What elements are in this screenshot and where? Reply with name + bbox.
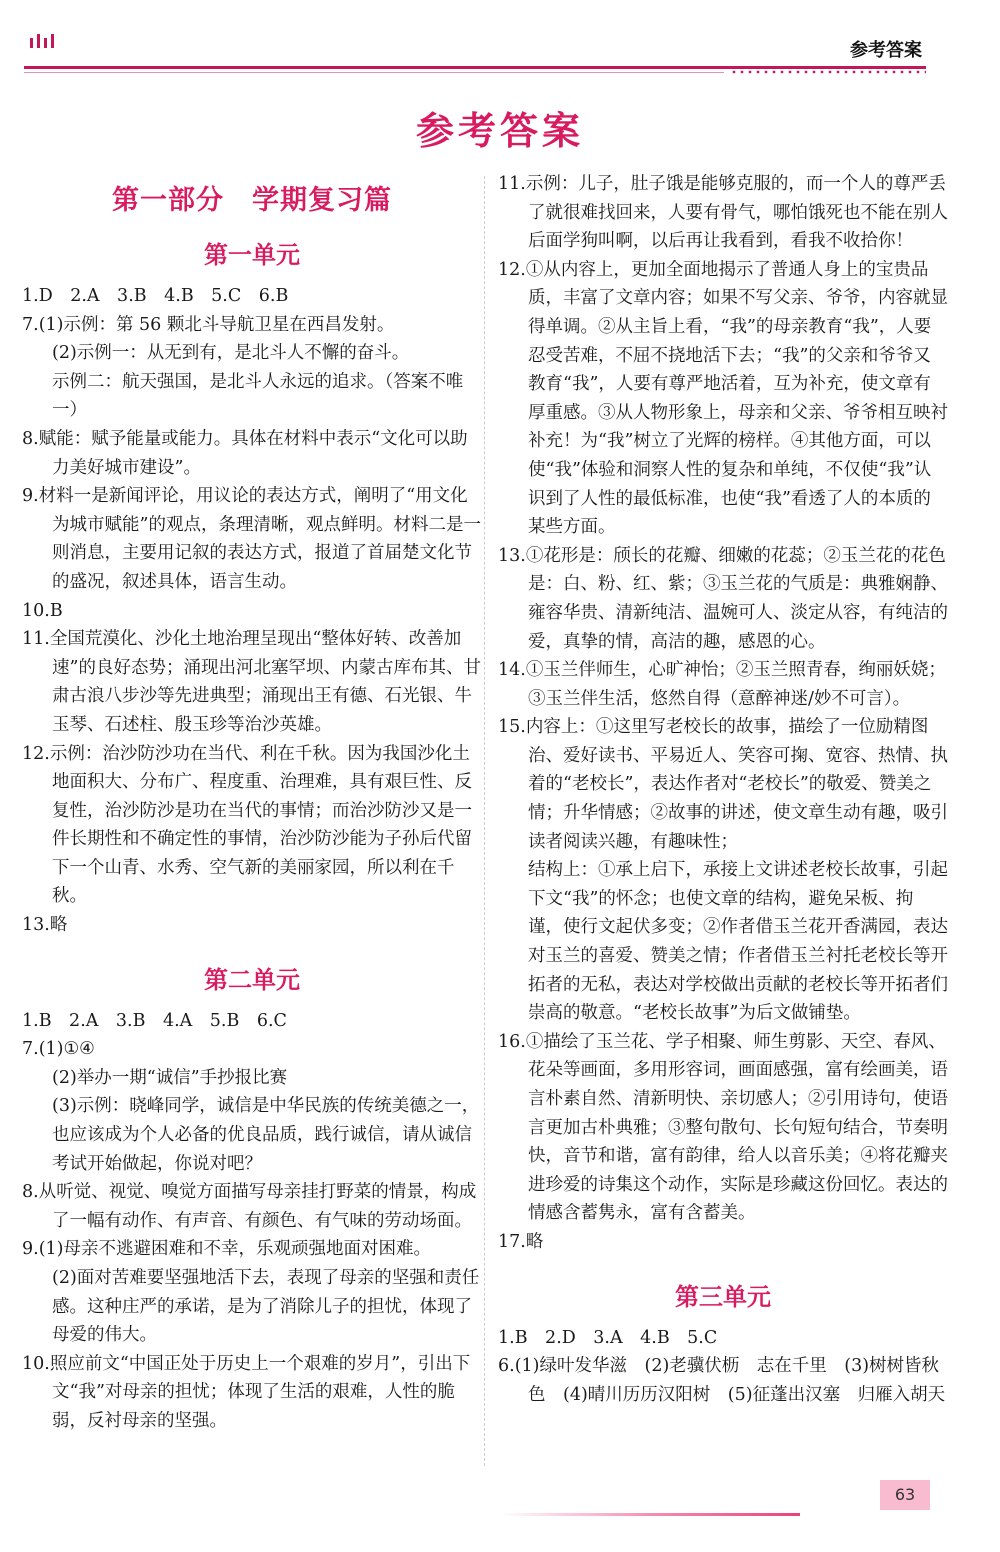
answer-item: 6.(1)绿叶发华滋 (2)老骥伏枥 志在千里 (3)树树皆秋色 (4)晴川历历汉阳树 (5)征蓬出汉塞 归雁入胡天: [498, 1356, 946, 1405]
answer-item: 9.(1)母亲不逃避困难和不幸，乐观顽强地面对困难。: [22, 1239, 431, 1260]
answer-sub: 示例二：航天强国，是北斗人永远的追求。（答案不唯一）: [52, 371, 464, 421]
header-title: 参考答案: [850, 40, 922, 61]
doc-title: 参考答案: [415, 108, 584, 153]
answer-sub: (2)示例一：从无到有，是北斗人不懈的奋斗。: [52, 343, 410, 364]
page-number: 63: [880, 1480, 930, 1510]
footer-rule: [500, 1513, 800, 1516]
header-rule-thin: [24, 72, 724, 73]
answer-sub: 结构上：①承上启下，承接上文讲述老校长故事，引起下文“我”的怀念；也使文章的结构，避免呆板、拘谨，使行文起伏多变；②作者借玉兰花开香满园，表达对玉兰的喜爱、赞美之情；作者借玉兰衬托老校长等开拓者的无私，表达对学校做出贡献的老校长等开拓者们崇高的敬意。“老校长故事”为后文做铺垫。: [528, 860, 948, 1024]
answer-item: 12.示例：治沙防沙功在当代、利在千秋。因为我国沙化土地面积大、分布广、程度重、治理难，具有艰巨性、反复性，治沙防沙是功在当代的事情；而治沙防沙又是一件长期性和不确定性的事情，治沙防沙能为子孙后代留下一个山青、水秀、空气新的美丽家园，所以利在千秋。: [22, 743, 472, 907]
answer-item: 13.①花形是：颀长的花瓣、细嫩的花蕊；②玉兰花的花色是：白、粉、红、紫；③玉兰花的气质是：典雅娴静、雍容华贵、清新纯洁、温婉可人、淡定从容，有纯洁的爱，真挚的情，高洁的趣，感恩的心。: [498, 545, 948, 652]
answer-item: 8.赋能：赋予能量或能力。具体在材料中表示“文化可以助力美好城市建设”。: [22, 428, 468, 478]
answer-item: 16.①描绘了玉兰花、学子相聚、师生剪影、天空、春风、花朵等画面，多用形容词，画面感强，富有绘画美，语言朴素自然、清新明快、亲切感人；②引用诗句，使语言更加古朴典雅；③整句散句、长句短句结合，节奏明快，音节和谐，富有韵律，给人以音乐美；④将花瓣夹进珍爱的诗集这个动作，实际是珍藏这份回忆。表达的情感含蓄隽永，富有含蓄美。: [498, 1031, 948, 1224]
unit-title-3: 第三单元: [675, 1281, 771, 1311]
answer-item: 11.示例：儿子，肚子饿是能够克服的，而一个人的尊严丢了就很难找回来，人要有骨气，哪怕饿死也不能在别人后面学狗叫啊，以后再让我看到，看我不收拾你！: [498, 174, 948, 252]
right-column: [498, 170, 948, 1409]
answer-sub: (3)示例：晓峰同学，诚信是中华民族的传统美德之一，也应该成为个人必备的优良品质，践行诚信，请从诚信考试开始做起，你说对吧？: [52, 1096, 480, 1174]
header-dots: [730, 69, 926, 75]
answer-item: 1.D 2.A 3.B 4.B 5.C 6.B: [22, 286, 289, 306]
answer-item: 10.照应前文“中国正处于历史上一个艰难的岁月”，引出下文“我”对母亲的担忧；体现了生活的艰难，人性的脆弱，反衬母亲的坚强。: [22, 1353, 471, 1431]
unit-title-2: 第二单元: [204, 964, 300, 994]
answer-item: 7.(1)①④: [22, 1039, 95, 1060]
unit-title-1: 第一单元: [204, 240, 300, 269]
page-header: [0, 0, 1000, 80]
left-column: [22, 170, 482, 1436]
answer-item: 10.B: [22, 600, 63, 621]
answer-item: 17.略: [498, 1231, 544, 1252]
answer-item: 1.B 2.A 3.B 4.A 5.B 6.C: [22, 1010, 287, 1031]
column-divider: [484, 176, 485, 1466]
answer-item: 7.(1)示例：第 56 颗北斗导航卫星在西昌发射。: [22, 314, 395, 335]
answer-item: 14.①玉兰伴师生，心旷神怡；②玉兰照青春，绚丽妖娆；③玉兰伴生活，悠然自得（意醉神迷/妙不可言）。: [498, 660, 946, 709]
answer-item: 9.材料一是新闻评论，用议论的表达方式，阐明了“用文化为城市赋能”的观点，条理清晰，观点鲜明。材料二是一则消息，主要用记叙的表达方式，报道了首届楚文化节的盛况，叙述具体，语言生动。: [22, 486, 481, 592]
answer-sub: (2)举办一期“诚信”手抄报比赛: [52, 1067, 288, 1088]
answer-item: 12.①从内容上，更加全面地揭示了普通人身上的宝贵品质，丰富了文章内容；如果不写父亲、爷爷，内容就显得单调。②从主旨上看，“我”的母亲教育“我”，人要忍受苦难，不屈不挠地活下去；“我”的父亲和爷爷又教育“我”，人要有尊严地活着，互为补充，使文章有厚重感。③从人物形象上，母亲和父亲、爷爷相互映衬补充！为“我”树立了光辉的榜样。④其他方面，可以使“我”体验和洞察人性的复杂和单纯，不仅使“我”认识到了人性的最低标准，也使“我”看透了人的本质的某些方面。: [498, 259, 948, 538]
header-bars-icon: [28, 30, 68, 48]
answer-sub: (2)面对苦难要坚强地活下去，表现了母亲的坚强和责任感。这种庄严的承诺，是为了消除儿子的担忧，体现了母爱的伟大。: [52, 1268, 480, 1346]
part-title: 第一部分 学期复习篇: [112, 185, 392, 216]
answer-item: 15.内容上：①这里写老校长的故事，描绘了一位励精图治、爱好读书、平易近人、笑容可掬、宽容、热情、执着的“老校长”，表达作者对“老校长”的敬爱、赞美之情；升华情感；②故事的讲述，使文章生动有趣，吸引读者阅读兴趣，有趣味性；: [498, 717, 948, 852]
answer-item: 8.从听觉、视觉、嗅觉方面描写母亲挂打野菜的情景，构成了一幅有动作、有声音、有颜色、有气味的劳动场面。: [22, 1182, 477, 1231]
answer-item: 1.B 2.D 3.A 4.B 5.C: [498, 1327, 718, 1348]
answer-item: 11.全国荒漠化、沙化土地治理呈现出“整体好转、改善加速”的良好态势；涌现出河北塞罕坝、内蒙古库布其、甘肃古浪八步沙等先进典型；涌现出王有德、石光银、牛玉琴、石述柱、殷玉珍等治沙英雄。: [22, 629, 481, 735]
answer-item: 13.略: [22, 915, 68, 936]
